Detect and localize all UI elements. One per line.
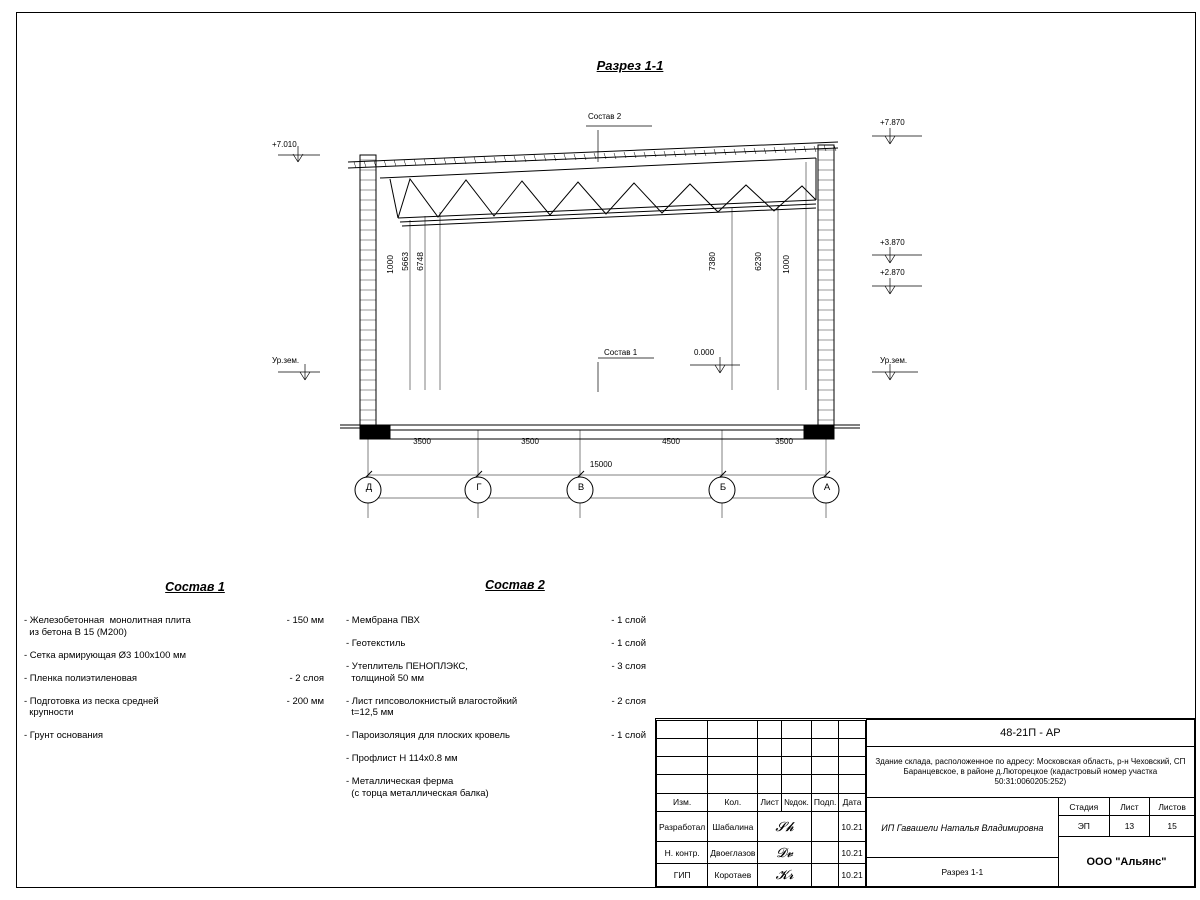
stamp-date-2: 10.21 (839, 864, 865, 886)
ground-level-right: Ур.зем. (880, 356, 908, 365)
vertical-dim: 6748 (415, 252, 425, 271)
sheets-value: 15 (1150, 816, 1195, 837)
sostav1-item (24, 696, 324, 720)
stamp-signature-0: 𝓢𝓱 (758, 811, 811, 841)
stamp-blank-0 (811, 811, 839, 841)
sostav1-item-text: - Грунт основания (24, 730, 104, 742)
sostav2-item-text: - Пароизоляция для плоских кровель (346, 730, 511, 742)
sostav1-item-value: - 2 слоя (289, 672, 324, 684)
stamp-name-2: Коротаев (708, 864, 758, 886)
customer-name: ИП Гавашели Наталья Владимировна (866, 798, 1058, 858)
sostav2-callout: Состав 2 (588, 112, 622, 121)
sostav2-item (346, 615, 646, 627)
stamp-name-0: Шабалина (708, 811, 758, 841)
span-dim: 3500 (775, 437, 793, 446)
sostav2-item (346, 638, 646, 650)
sostav1-item-value (260, 650, 324, 662)
stamp-header-list: Лист (758, 793, 781, 811)
sheet-title: Разрез 1-1 (866, 858, 1058, 887)
stamp-blank-2 (811, 864, 839, 886)
stamp-header-ndok: №док. (781, 793, 811, 811)
sostav2-item (346, 776, 646, 800)
sostav2-item-value (582, 753, 646, 765)
sostav1-item (24, 730, 324, 742)
stamp-header-kol: Кол. (708, 793, 758, 811)
sostav2-title: Состав 2 (485, 578, 545, 592)
stamp-header-data: Дата (839, 793, 865, 811)
sostav1-item (24, 615, 324, 639)
elevation-right-1: +3.870 (880, 238, 905, 247)
vertical-dim: 5663 (400, 252, 410, 271)
sostav2-item (346, 696, 646, 720)
ground-level-left: Ур.зем. (272, 356, 300, 365)
axis-label: Г (476, 482, 482, 493)
sostav2-item (346, 661, 646, 685)
stamp-date-1: 10.21 (839, 842, 865, 864)
axis-label: Б (719, 482, 727, 493)
sostav1-item-text: - Пленка полиэтиленовая (24, 672, 138, 684)
project-address: Здание склада, расположенное по адресу: Московская область, р-н Чеховский, СП Баранцевское, в районе д.Люторецкое (кадастровый номер участка 50:31:0060205:252) (866, 747, 1194, 798)
sostav1-item-value: - 200 мм (286, 695, 324, 707)
sheet-label: Лист (1109, 798, 1150, 816)
sostav2-item-text: - Металлическая ферма (с торца металлическая балка) (346, 776, 489, 799)
vertical-dim: 1000 (781, 255, 791, 274)
sostav2-item-value: - 1 слой (611, 637, 646, 649)
elevation-markers (250, 100, 950, 400)
sostav1-item (24, 650, 324, 662)
sostav2-item-value: - 1 слой (611, 730, 646, 742)
sostav2-list (346, 615, 646, 811)
stamp-blank-1 (811, 842, 839, 864)
organization-name: ООО "Альянс" (1058, 837, 1194, 887)
elevation-right-2: +2.870 (880, 268, 905, 277)
zero-level: 0.000 (694, 348, 715, 357)
span-dim: 3500 (521, 437, 539, 446)
stamp-role-0: Разработал (657, 811, 708, 841)
sostav1-title: Состав 1 (165, 580, 225, 594)
sostav2-item-text: - Профлист Н 114х0.8 мм (346, 753, 458, 765)
sostav1-item-value: - 150 мм (286, 615, 324, 626)
sostav1-item-text: - Сетка армирующая Ø3 100х100 мм (24, 649, 187, 661)
stage-value: ЭП (1058, 816, 1109, 837)
sostav2-item-text: - Мембрана ПВХ (346, 615, 420, 626)
sostav2-item (346, 753, 646, 765)
sostav2-item-value (582, 776, 646, 800)
sostav1-item-text: - Подготовка из песка средней крупности (24, 695, 159, 719)
sostav1-callout: Состав 1 (604, 348, 638, 357)
stamp-header-podp: Подп. (811, 793, 839, 811)
axis-label: В (577, 482, 585, 493)
title-block (655, 718, 1196, 888)
stamp-signature-2: 𝓚𝓻 (758, 864, 811, 886)
stamp-role-1: Н. контр. (657, 842, 708, 864)
elevation-top-left: +7.010 (272, 140, 297, 149)
span-dim: 3500 (413, 437, 431, 446)
stage-label: Стадия (1058, 798, 1109, 816)
stamp-signature-1: 𝓓𝓿 (758, 842, 811, 864)
sostav2-item-text: - Геотекстиль (346, 637, 406, 649)
sostav1-item (24, 673, 324, 685)
drawing-title: Разрез 1-1 (596, 58, 664, 73)
axis-label: А (823, 482, 831, 493)
vertical-dim: 7380 (707, 252, 717, 271)
sostav1-item-text: - Железобетонная монолитная плита из бетона В 15 (М200) (24, 615, 191, 638)
sheets-label: Листов (1150, 798, 1195, 816)
total-span-dim: 15000 (589, 460, 613, 469)
sostav1-item-value (260, 730, 324, 742)
stamp-header-izm: Изм. (657, 793, 708, 811)
sostav2-item-value: - 1 слой (611, 615, 646, 626)
axis-bubbles (250, 470, 950, 510)
stamp-role-2: ГИП (657, 864, 708, 886)
sheet-value: 13 (1109, 816, 1150, 837)
sostav2-item-value: - 3 слоя (611, 660, 646, 672)
elevation-top-right: +7.870 (880, 118, 905, 127)
vertical-dim: 1000 (385, 255, 395, 274)
sostav1-list (24, 615, 324, 753)
stamp-name-1: Двоеглазов (708, 842, 758, 864)
project-code: 48-21П - АР (866, 720, 1194, 747)
sostav2-item-text: - Утеплитель ПЕНОПЛЭКС, толщиной 50 мм (346, 660, 468, 684)
sostav2-item-value: - 2 слоя (611, 695, 646, 707)
span-dim: 4500 (662, 437, 680, 446)
axis-label: Д (365, 482, 373, 493)
sostav2-item-text: - Лист гипсоволокнистый влагостойкий t=12,5 мм (346, 695, 518, 719)
vertical-dim: 6230 (753, 252, 763, 271)
sostav2-item (346, 730, 646, 742)
stamp-date-0: 10.21 (839, 811, 865, 841)
